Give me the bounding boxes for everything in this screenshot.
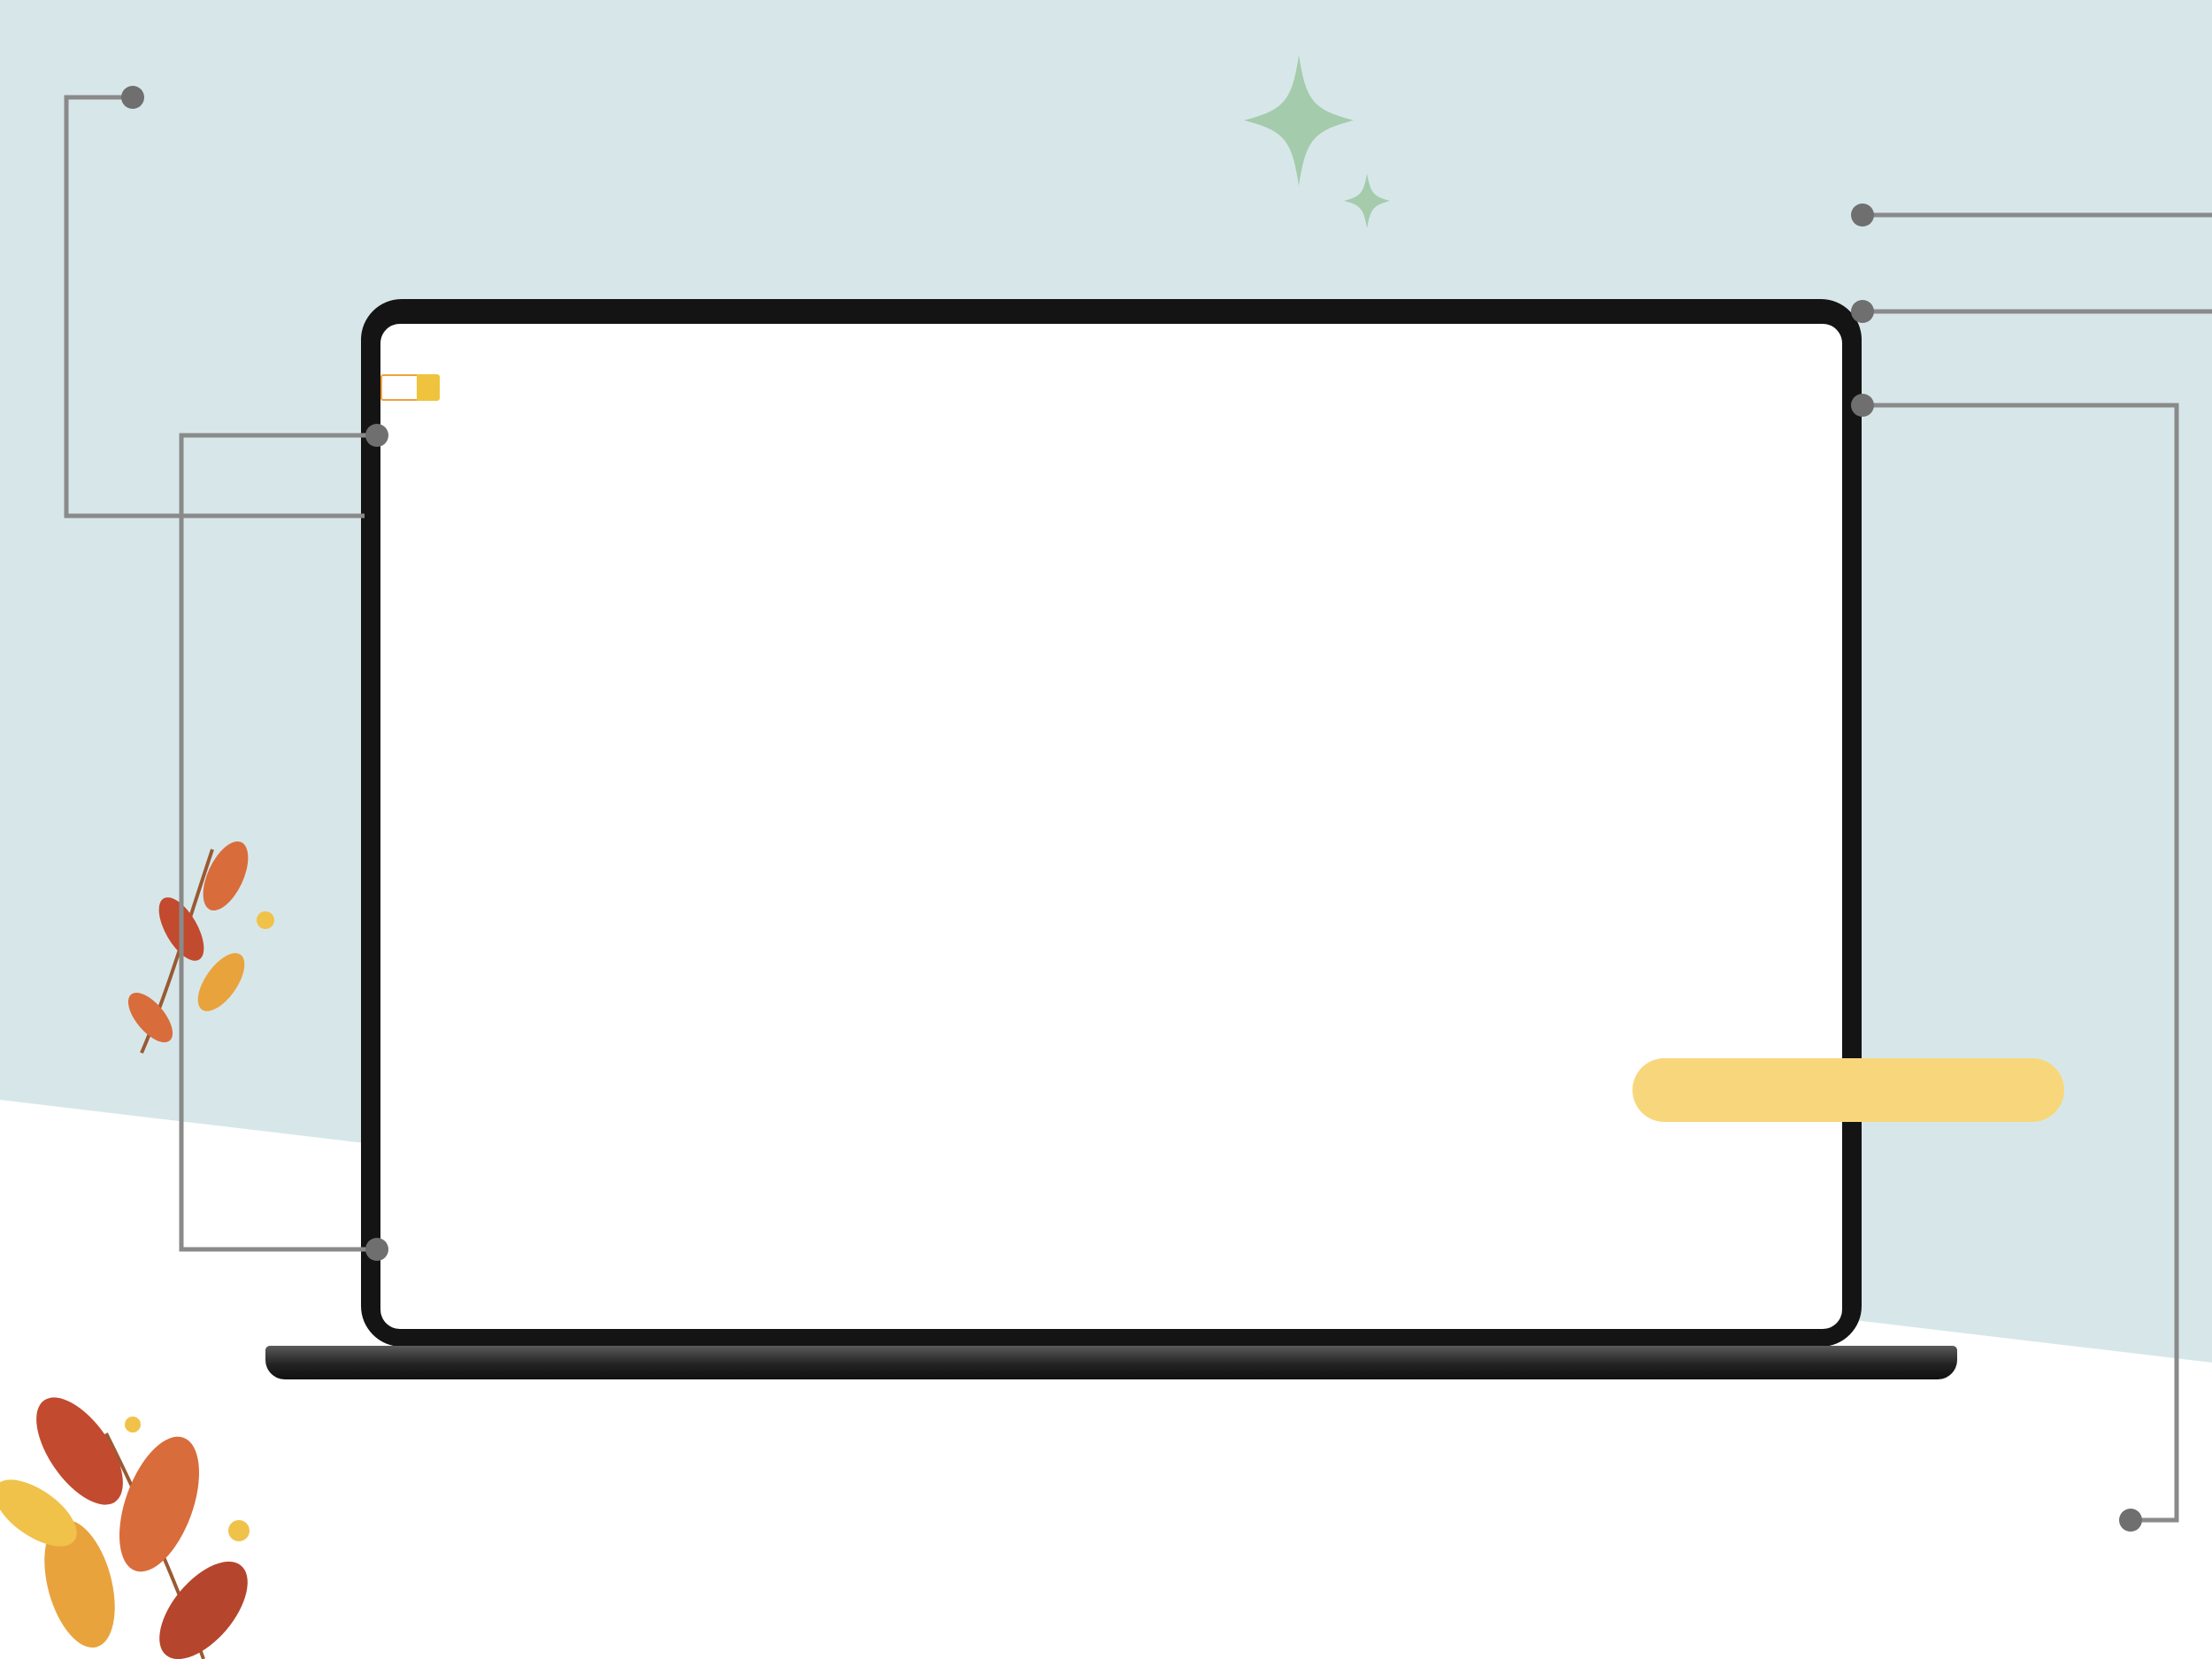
sparkle-decoration <box>1244 55 1390 228</box>
cash-icon <box>1824 1070 1865 1110</box>
laptop-base <box>265 1346 1957 1379</box>
fire-icon <box>390 380 404 395</box>
subtitle-pill <box>380 374 417 401</box>
date-cell[interactable] <box>417 374 440 401</box>
sheet-subtitle <box>380 374 440 401</box>
laptop-mockup <box>361 299 1862 1347</box>
summary-sidebar <box>380 324 675 1329</box>
spreadsheet <box>380 324 1842 1329</box>
product-badge <box>1632 1058 2064 1122</box>
